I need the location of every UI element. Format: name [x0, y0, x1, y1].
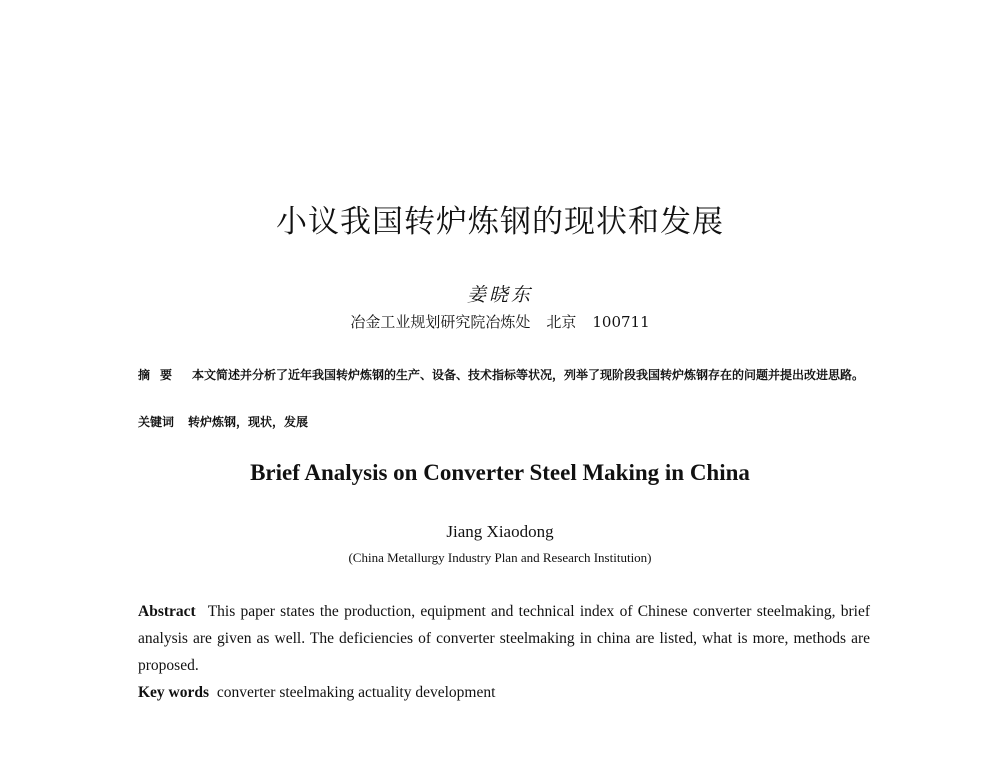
english-title: Brief Analysis on Converter Steel Making in China	[250, 460, 750, 485]
chinese-affiliation-org: 冶金工业规划研究院冶炼处	[350, 313, 531, 331]
chinese-keywords	[138, 411, 868, 434]
english-affiliation: (China Metallurgy Industry Plan and Research Institution)	[348, 550, 652, 565]
chinese-abstract	[138, 364, 868, 387]
chinese-abstract-label: 摘要	[138, 368, 183, 382]
chinese-title: 小议我国转炉炼钢的现状和发展	[276, 204, 724, 240]
chinese-abstract-text: 本文简述并分析了近年我国转炉炼钢的生产、设备、技术指标等状况，列举了现阶段我国转炉炼钢存在的问题并提出改进思路。	[192, 368, 865, 382]
chinese-affiliation-city: 北京	[546, 313, 577, 331]
chinese-affiliation	[0, 311, 1000, 332]
english-author: Jiang Xiaodong	[446, 522, 554, 541]
english-keywords-label: Key words	[138, 684, 210, 701]
english-abstract-text: This paper states the production, equipment and technical index of Chinese converter steelmaking, brief analysis are given as well. The deficiencies of converter steelmaking in china are listed, what is more, methods are proposed.	[138, 603, 870, 674]
chinese-keywords-label: 关键词	[138, 415, 175, 429]
english-abstract	[138, 598, 870, 679]
chinese-affiliation-postcode: 100711	[592, 313, 650, 331]
english-keywords-text: converter steelmaking actuality development	[216, 684, 496, 701]
english-abstract-label: Abstract	[138, 603, 196, 620]
chinese-keywords-text: 转炉炼钢，现状，发展	[188, 415, 309, 429]
english-keywords	[138, 679, 870, 706]
chinese-author: 姜晓东	[466, 284, 533, 306]
